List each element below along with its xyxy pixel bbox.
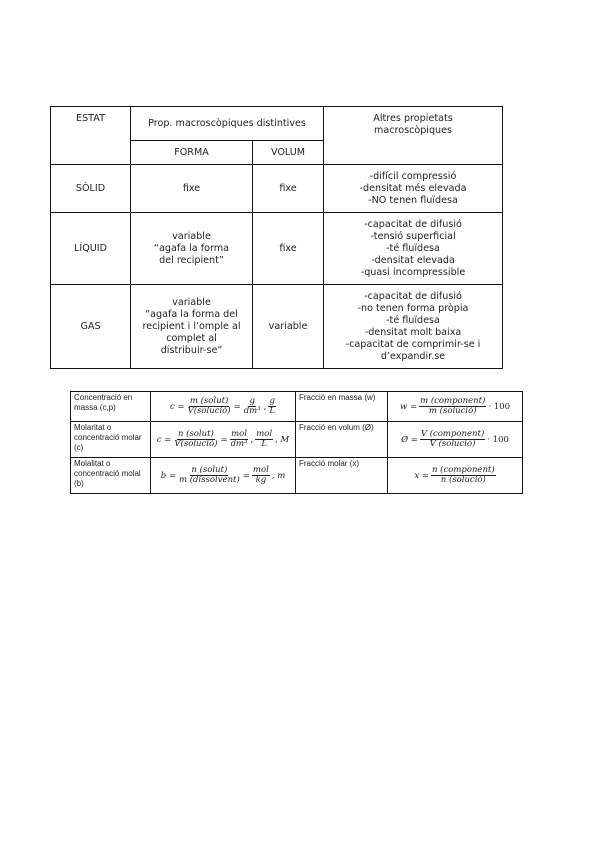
formula-label: Fracció en massa (w) bbox=[296, 392, 388, 422]
table-row bbox=[71, 422, 523, 458]
formula-label: Molaritat o concentració molar (c) bbox=[71, 422, 151, 458]
forma-cell: fixe bbox=[131, 165, 253, 213]
header-estat: ESTAT bbox=[51, 107, 131, 165]
states-table bbox=[50, 106, 503, 369]
table-row bbox=[51, 165, 503, 213]
estat-cell: SÒLID bbox=[51, 165, 131, 213]
forma-cell: variable “agafa la forma del recipient i l’omple al complet al distribuir-se” bbox=[131, 285, 253, 369]
table-row bbox=[71, 458, 523, 494]
table-row bbox=[51, 285, 503, 369]
concentration-table bbox=[70, 391, 523, 494]
table-row bbox=[71, 392, 523, 422]
formula-volume-fraction: Ø = V (component) V (solució) · 100 bbox=[388, 422, 523, 458]
altres-cell: -difícil compressió -densitat més elevada -NO tenen fluïdesa bbox=[324, 165, 503, 213]
formula-mole-fraction: x = n (component) n (solució) bbox=[388, 458, 523, 494]
header-macro: Prop. macroscòpiques distintives bbox=[131, 107, 324, 141]
volum-cell: fixe bbox=[253, 213, 324, 285]
forma-cell: variable “agafa la forma del recipient” bbox=[131, 213, 253, 285]
formula-mass-fraction: w = m (component) m (solució) · 100 bbox=[388, 392, 523, 422]
formula-label: Molalitat o concentració molal (b) bbox=[71, 458, 151, 494]
formula-molarity: c = n (solut) V(solució) = mol dm³ , mol L , M bbox=[151, 422, 296, 458]
estat-cell: GAS bbox=[51, 285, 131, 369]
header-altres: Altres propietats macroscòpiques bbox=[324, 107, 503, 165]
formula-label: Concentració en massa (c,p) bbox=[71, 392, 151, 422]
formula-mass-concentration: c = m (solut) V(solució) = $\frac{g}{\text{dm³}}$ , g L bbox=[151, 392, 296, 422]
header-volum: VOLUM bbox=[253, 141, 324, 165]
table-row bbox=[51, 213, 503, 285]
altres-cell: -capacitat de difusió -tensió superficial -té fluïdesa -densitat elevada -quasi incompressible bbox=[324, 213, 503, 285]
volum-cell: variable bbox=[253, 285, 324, 369]
estat-cell: LÍQUID bbox=[51, 213, 131, 285]
header-forma: FORMA bbox=[131, 141, 253, 165]
formula-label: Fracció molar (x) bbox=[296, 458, 388, 494]
volum-cell: fixe bbox=[253, 165, 324, 213]
formula-label: Fracció en volum (Ø) bbox=[296, 422, 388, 458]
formula-molality: b = n (solut) m (dissolvent) = mol kg , m bbox=[151, 458, 296, 494]
altres-cell: -capacitat de difusió -no tenen forma pròpia -té fluïdesa -densitat molt baixa -capacitat de comprimir-se i d’expandir.se bbox=[324, 285, 503, 369]
